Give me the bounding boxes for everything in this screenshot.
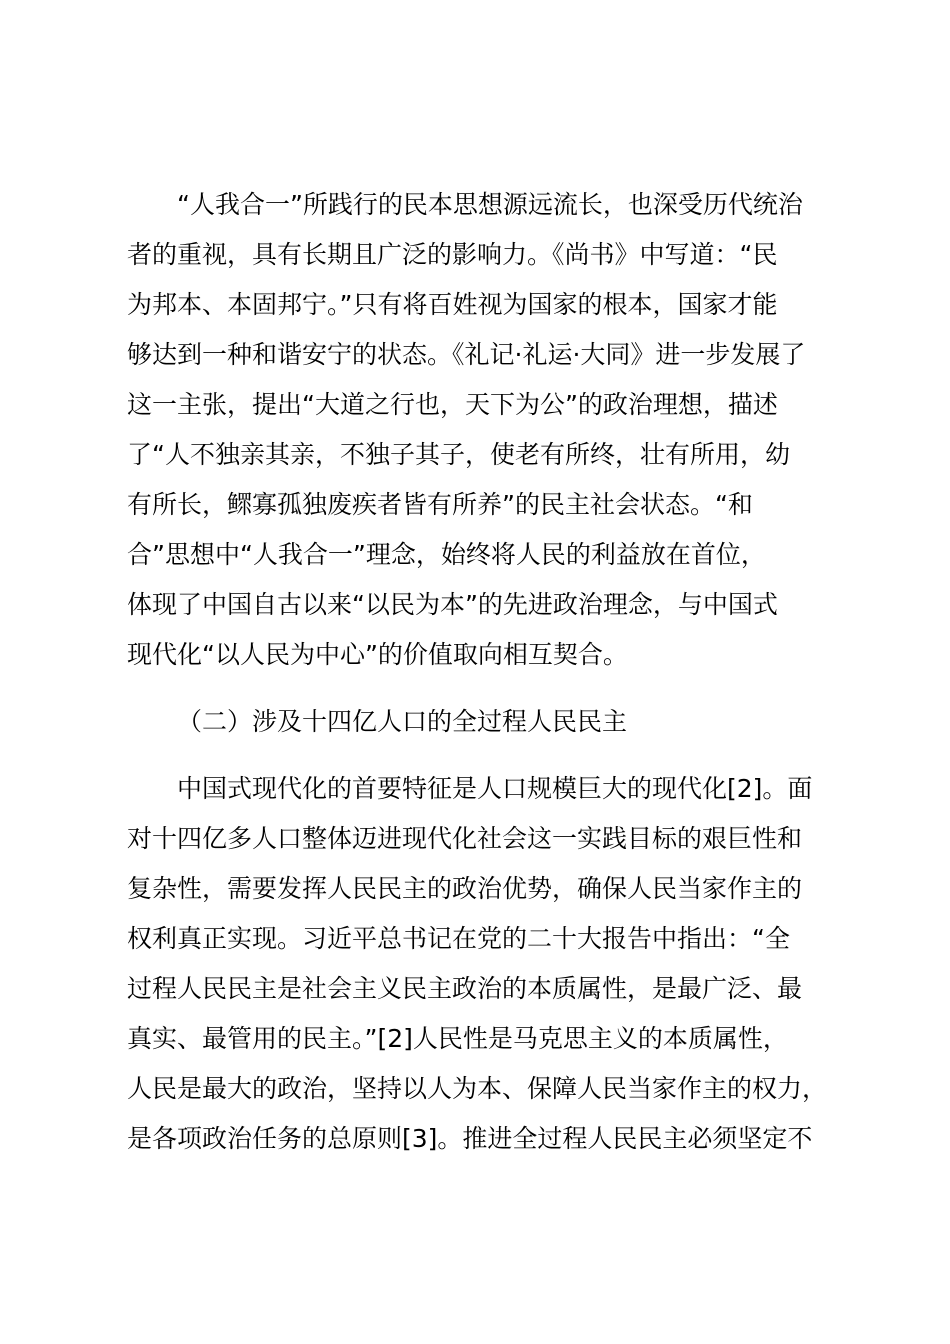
paragraph-line: 中国式现代化的首要特征是人口规模巨大的现代化[2]。面: [177, 774, 813, 803]
paragraph-gap: [127, 747, 837, 764]
paragraph-line: 为邦本、本固邦宁。”只有将百姓视为国家的根本，国家才能: [127, 290, 778, 319]
paragraph-line: 者的重视，具有长期且广泛的影响力。《尚书》中写道：“民: [127, 240, 778, 269]
paragraph-2: [127, 764, 837, 1164]
paragraph-line: 现代化“以人民为中心”的价值取向相互契合。: [127, 640, 628, 669]
paragraph-line: 权利真正实现。习近平总书记在党的二十大报告中指出：“全: [127, 924, 790, 953]
paragraph-line: 人民是最大的政治，坚持以人为本、保障人民当家作主的权力，: [127, 1074, 828, 1103]
paragraph-line: 体现了中国自古以来“以民为本”的先进政治理念，与中国式: [127, 590, 778, 619]
paragraph-1: [127, 180, 837, 680]
section-heading: （二）涉及十四亿人口的全过程人民民主: [177, 707, 628, 736]
paragraph-line: “人我合一”所践行的民本思想源远流长，也深受历代统治: [177, 190, 803, 219]
paragraph-line: 这一主张，提出“大道之行也，天下为公”的政治理想，描述: [127, 390, 778, 419]
paragraph-gap: [127, 680, 837, 697]
paragraph-line: 了“人不独亲其亲，不独子其子，使老有所终，壮有所用，幼: [127, 440, 790, 469]
paragraph-line: 过程人民民主是社会主义民主政治的本质属性，是最广泛、最: [127, 974, 803, 1003]
paragraph-line: 真实、最管用的民主。”[2]人民性是马克思主义的本质属性，: [127, 1024, 788, 1053]
document-page: [127, 180, 837, 1164]
paragraph-line: 合”思想中“人我合一”理念，始终将人民的利益放在首位，: [127, 540, 766, 569]
paragraph-line: 对十四亿多人口整体迈进现代化社会这一实践目标的艰巨性和: [127, 824, 803, 853]
paragraph-line: 有所长，鳏寡孤独废疾者皆有所养”的民主社会状态。“和: [127, 490, 753, 519]
paragraph-line: 复杂性，需要发挥人民民主的政治优势，确保人民当家作主的: [127, 874, 803, 903]
paragraph-line: 够达到一种和谐安宁的状态。《礼记·礼运·大同》进一步发展了: [127, 340, 806, 369]
paragraph-line: 是各项政治任务的总原则[3]。推进全过程人民民主必须坚定不: [127, 1124, 813, 1153]
